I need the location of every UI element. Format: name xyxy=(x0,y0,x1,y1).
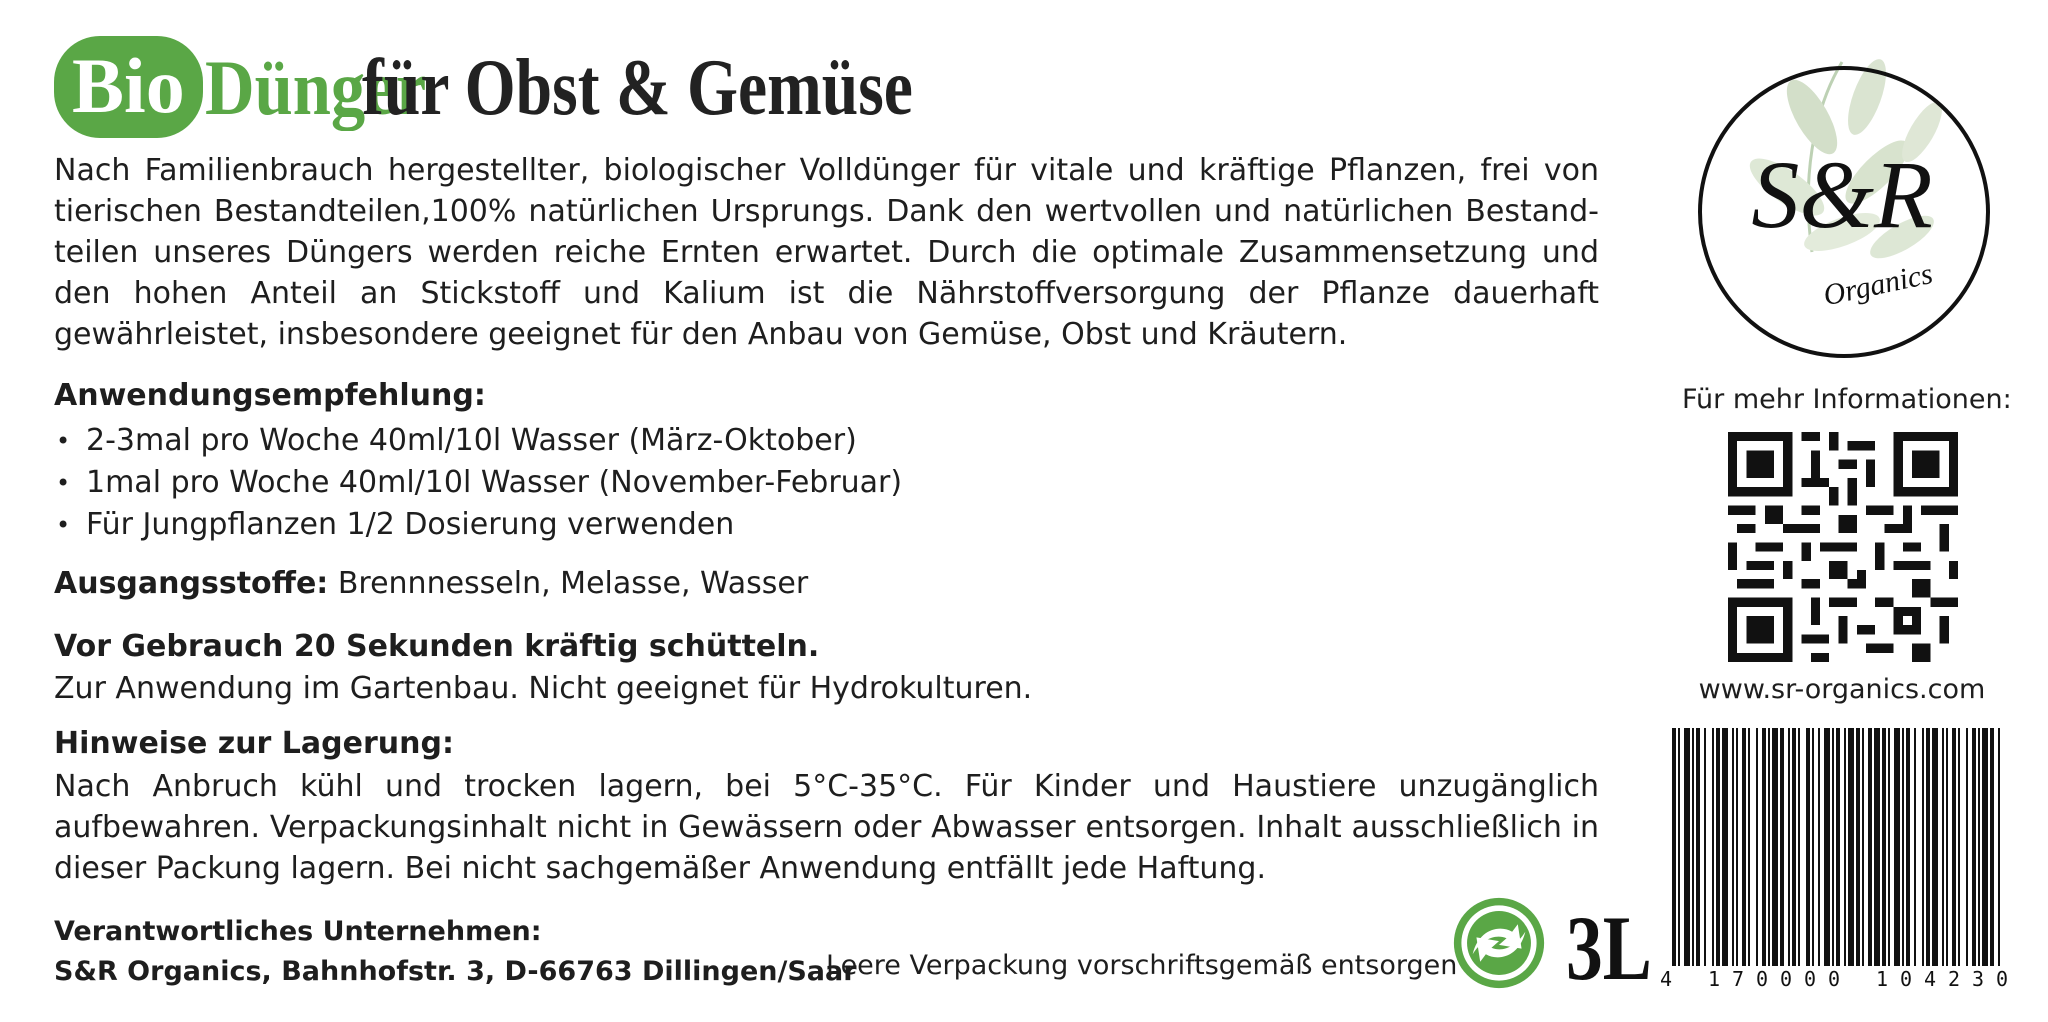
title-subject: für Obst & Gemüse xyxy=(362,44,913,132)
barcode-number: 4 170000 104230 xyxy=(1660,967,2008,988)
shake-warning: Vor Gebrauch 20 Sekunden kräftig schütteln. xyxy=(54,629,820,664)
intro-paragraph: Nach Familienbrauch hergestellter, biologischer Volldünger für vitale und kräftige Pflanzen, frei von tierischen Bestandteilen,100% natürlichen Ursprungs. Dank den wertvollen und natürlichen Bestand-teilen unseres Düngers werden reiche Ernten erwartet. Durch die optimale Zusammensetzung und den hohen Anteil an Stickstoff und Kalium ist die Nährstoffversorgung der Pflanze dauerhaft gewährleistet, insbesondere geeignet für den Anbau von Gemüse, Obst und Kräutern. xyxy=(54,153,1599,352)
logo-monogram: S&R xyxy=(1751,141,1933,248)
more-info-label: Für mehr Informationen: xyxy=(1682,384,2012,415)
title-duenger: Dünger xyxy=(204,44,426,131)
volume-label: 3L xyxy=(1566,897,1652,999)
usage-item: • 2-3mal pro Woche 40ml/10l Wasser (März-Oktober) xyxy=(54,420,902,462)
recycle-icon xyxy=(1452,896,1546,990)
website-link[interactable]: www.sr-organics.com xyxy=(1698,674,1986,705)
brand-logo xyxy=(1692,22,1992,362)
logo-subtitle: Organics xyxy=(1820,257,1936,313)
barcode xyxy=(1654,728,2014,988)
company-label: Verantwortliches Unternehmen: xyxy=(54,916,542,947)
usage-list xyxy=(54,420,902,546)
bio-badge: Bio xyxy=(54,36,203,138)
shake-block xyxy=(54,626,1032,710)
storage-text: Nach Anbruch kühl und trocken lagern, bei 5°C-35°C. Für Kinder und Haustiere unzugänglich aufbewahren. Verpackungsinhalt nicht in Gewässern oder Abwasser entsorgen. Inhalt ausschließlich in dieser Packung lagern. Bei nicht sachgemäßer Anwendung entfällt jede Haftung. xyxy=(54,769,1599,886)
ingredients-value: Brennnesseln, Melasse, Wasser xyxy=(328,566,809,601)
ingredients-label: Ausgangsstoffe: xyxy=(54,566,329,601)
qr-code[interactable] xyxy=(1728,432,1958,662)
usage-item: • 1mal pro Woche 40ml/10l Wasser (November-Februar) xyxy=(54,462,902,504)
usage-note: Zur Anwendung im Gartenbau. Nicht geeignet für Hydrokulturen. xyxy=(54,671,1033,706)
usage-heading: Anwendungsempfehlung: xyxy=(54,378,486,413)
ingredients-line xyxy=(54,566,808,601)
company-address: S&R Organics, Bahnhofstr. 3, D-66763 Dillingen/Saar xyxy=(54,956,857,987)
usage-item: • Für Jungpflanzen 1/2 Dosierung verwenden xyxy=(54,504,902,546)
company-block xyxy=(54,912,857,992)
dispose-note: Leere Verpackung vorschriftsgemäß entsorgen xyxy=(826,950,1458,981)
storage-heading: Hinweise zur Lagerung: xyxy=(54,726,454,761)
